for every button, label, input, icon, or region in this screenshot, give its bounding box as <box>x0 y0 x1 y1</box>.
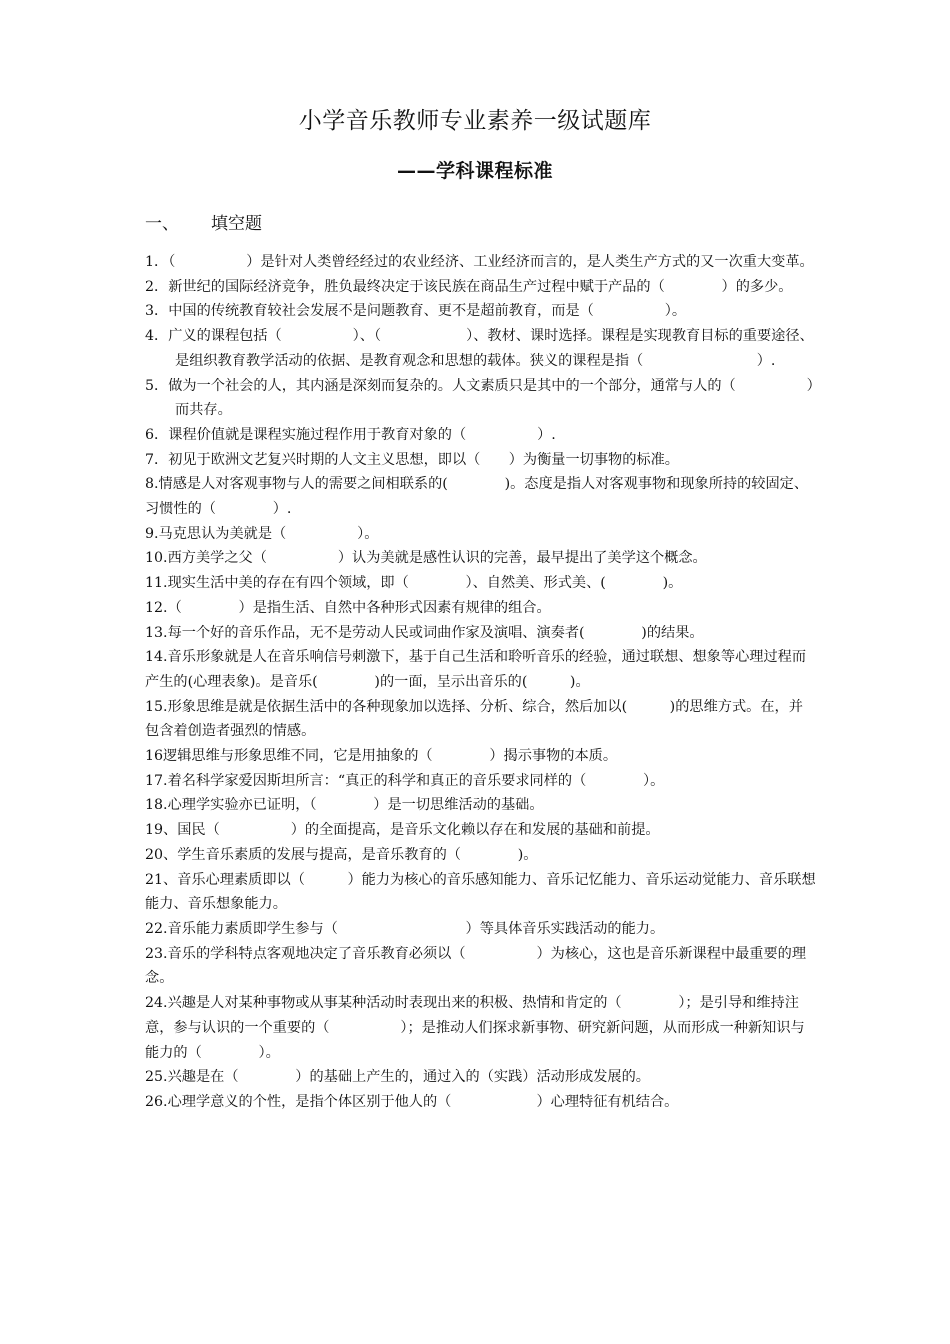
question-item: 5．做为一个社会的人，其内涵是深刻而复杂的。人文素质只是其中的一个部分，通常与人的（ ）而共存。 <box>145 377 814 419</box>
question-item: 8.情感是人对客观事物与人的需要之间相联系的( )。态度是指人对客观事物和现象所持的较固定、习惯性的（ ）. <box>145 476 809 518</box>
question-item: 18.心理学实验亦已证明，（ ）是一切思维活动的基础。 <box>145 797 544 814</box>
document-title: 小学音乐教师专业素养一级试题库 <box>298 108 652 134</box>
question-item: 6．课程价值就是课程实施过程作用于教育对象的（ ）. <box>145 426 556 443</box>
question-item: 17.着名科学家爱因斯坦所言：“真正的科学和真正的音乐要求同样的（ ）。 <box>145 772 665 789</box>
question-item: 24.兴趣是人对某种事物或从事某种活动时表现出来的积极、热情和肯定的（ ）；是引导和维持注意，参与认识的一个重要的（ ）；是推动人们探求新事物、研究新问题，从而形成一种新知识与能力的（ ）。 <box>145 995 805 1061</box>
question-item: 12.（ ）是指生活、自然中各种形式因素有规律的组合。 <box>145 599 551 616</box>
question-item: 16逻辑思维与形象思维不同，它是用抽象的（ ）揭示事物的本质。 <box>145 748 618 765</box>
question-item: 22.音乐能力素质即学生参与（ ）等具体音乐实践活动的能力。 <box>145 920 665 937</box>
question-item: 1．（ ）是针对人类曾经经过的农业经济、工业经济而言的，是人类生产方式的又一次重大变革。 <box>145 254 814 270</box>
question-item: 26.心理学意义的个性，是指个体区别于他人的（ ）心理特征有机结合。 <box>145 1093 679 1110</box>
question-item: 11.现实生活中美的存在有四个领域，即（ ）、自然美、形式美、( )。 <box>145 575 683 592</box>
question-item: 15.形象思维是就是依据生活中的各种现象加以选择、分析、综合，然后加以( )的思维方式。在，并包含着创造者强烈的情感。 <box>145 698 803 740</box>
question-item: 9.马克思认为美就是（ ）。 <box>145 525 379 542</box>
question-item: 7．初见于欧洲文艺复兴时期的人文主义思想，即以（ ）为衡量一切事物的标准。 <box>145 451 679 468</box>
question-item: 23.音乐的学科特点客观地决定了音乐教育必须以（ ）为核心，这也是音乐新课程中最重要的理念。 <box>145 945 807 987</box>
question-item: 20、学生音乐素质的发展与提高，是音乐教育的（ )。 <box>145 846 538 863</box>
question-item: 19、国民（ ）的全面提高，是音乐文化赖以存在和发展的基础和前提。 <box>145 822 660 839</box>
document-subtitle: ——学科课程标准 <box>396 160 553 182</box>
section-label: 填空题 <box>211 214 262 234</box>
section-number: 一、 <box>145 214 179 234</box>
question-item: 13.每一个好的音乐作品，无不是劳动人民或词曲作家及演唱、演奏者( )的结果。 <box>145 624 704 641</box>
question-item: 2．新世纪的国际经济竞争，胜负最终决定于该民族在商品生产过程中赋于产品的（ ）的多少。 <box>145 278 793 295</box>
section-heading <box>145 209 262 234</box>
question-item: 10.西方美学之父（ ）认为美就是感性认识的完善，最早提出了美学这个概念。 <box>145 550 707 567</box>
question-list <box>145 250 817 1115</box>
question-item: 14.音乐形象就是人在音乐响信号刺激下，基于自己生活和聆听音乐的经验，通过联想、想象等心理过程而产生的(心理表象)。是音乐( )的一面，呈示出音乐的( )。 <box>145 649 807 690</box>
question-item: 25.兴趣是在（ ）的基础上产生的，通过入的（实践）活动形成发展的。 <box>145 1069 650 1086</box>
question-item: 4．广义的课程包括（ ）、（ ）、教材、课时选择。课程是实现教育目标的重要途径、是组织教育教学活动的依据、是教育观念和思想的载体。狭义的课程是指（ ）. <box>145 328 814 369</box>
question-item: 21、音乐心理素质即以（ ）能力为核心的音乐感知能力、音乐记忆能力、音乐运动觉能力、音乐联想能力、音乐想象能力。 <box>145 871 816 913</box>
question-item: 3．中国的传统教育较社会发展不是问题教育、更不是超前教育，而是（ ）。 <box>145 303 687 320</box>
